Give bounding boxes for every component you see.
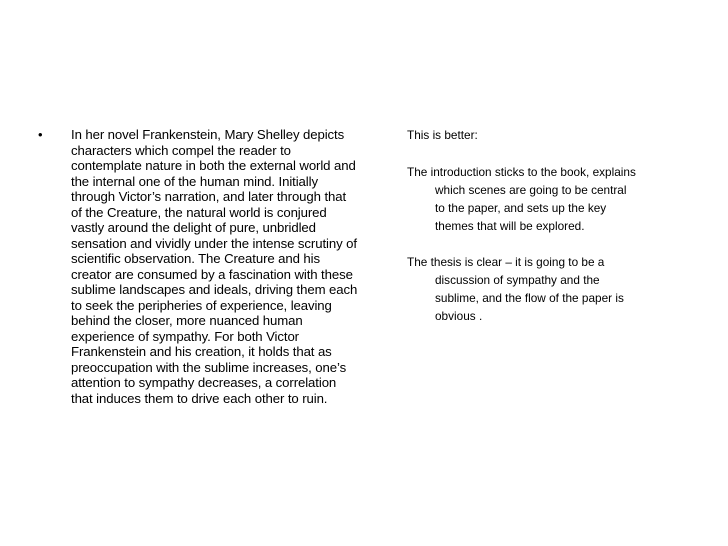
commentary-introduction: The introduction sticks to the book, explains which scenes are going to be central to the paper, and sets up the key themes that will be explored. [407, 165, 636, 233]
right-column [407, 126, 637, 343]
commentary-heading: This is better: [407, 128, 478, 142]
left-column [38, 127, 358, 406]
bullet-icon: • [38, 127, 43, 142]
introduction-paragraph: In her novel Frankenstein, Mary Shelley depicts characters which compel the reader to contemplate nature in both the external world and the internal one of the human mind. Initially through Victor’s narration, and later through that of the Creature, the natural world is conjured vastly around the delight of pure, unbridled sensation and vividly under the intense scrutiny of scientific observation. The Creature and his creator are consumed by a fascination with these sublime landscapes and ideals, driving them each to seek the peripheries of experience, leaving behind the closer, more nuanced human experience of sympathy. For both Victor Frankenstein and his creation, it holds that as preoccupation with the sublime increases, one’s attention to sympathy decreases, a correlation that induces them to drive each other to ruin. [71, 127, 358, 406]
commentary-thesis: The thesis is clear – it is going to be a discussion of sympathy and the sublime, and the flow of the paper is obvious . [407, 255, 624, 323]
bullet-item [38, 127, 358, 406]
